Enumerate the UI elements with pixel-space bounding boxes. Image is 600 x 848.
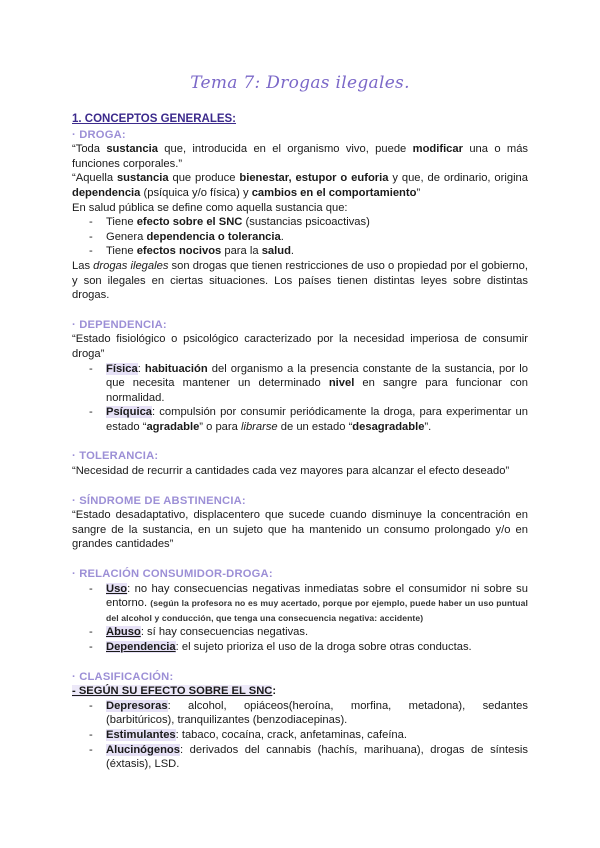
list-item: - Alucinógenos: derivados del cannabis (hachís, marihuana), drogas de síntesis (éxtasis), LSD. — [72, 743, 528, 772]
droga-list — [72, 215, 528, 259]
dependencia-list — [72, 362, 528, 435]
droga-definition-1: “Toda sustancia que, introducida en el organismo vivo, puede modificar una o más funciones corporales.” — [72, 143, 529, 170]
relacion-list — [72, 582, 528, 655]
list-item: - Genera dependencia o tolerancia. — [72, 230, 528, 245]
heading-relacion: · RELACIÓN CONSUMIDOR-DROGA: — [72, 568, 273, 581]
list-item: - Estimulantes: tabaco, cocaína, crack, anfetaminas, cafeína. — [72, 728, 528, 743]
list-item: - Depresoras: alcohol, opiáceos(heroína, morfina, metadona), sedantes (barbitúricos), tranquilizantes (benzodiacepinas). — [72, 699, 528, 728]
clasificacion-list — [72, 699, 528, 772]
document-title: Tema 7: Drogas ilegales. — [190, 73, 410, 93]
heading-clasificacion: · CLASIFICACIÓN: — [72, 670, 174, 683]
list-item: - Psíquica: compulsión por consumir periódicamente la droga, para experimentar un estado “agradable” o para librarse de un estado “desagradable”. — [72, 405, 528, 434]
droga-intro: En salud pública se define como aquella sustancia que: — [72, 201, 348, 214]
tolerancia-definition: “Necesidad de recurrir a cantidades cada vez mayores para alcanzar el efecto deseado” — [72, 465, 510, 478]
list-item: - Tiene efecto sobre el SNC (sustancias psicoactivas) — [72, 215, 528, 230]
list-item: - Física: habituación del organismo a la presencia constante de la sustancia, por lo que necesita mantener un determinado nivel en sangre para funcionar con normalidad. — [72, 362, 528, 406]
heading-tolerancia: · TOLERANCIA: — [72, 450, 159, 463]
heading-droga: · DROGA: — [72, 128, 126, 141]
document-content — [72, 112, 528, 772]
heading-abstinencia: · SÍNDROME DE ABSTINENCIA: — [72, 494, 246, 507]
heading-dependencia: · DEPENDENCIA: — [72, 318, 167, 331]
clasificacion-subheading: - SEGÚN SU EFECTO SOBRE EL SNC: — [72, 685, 277, 698]
drogas-ilegales-paragraph: Las drogas ilegales son drogas que tienen restricciones de uso o propiedad por el gobierno, y son ilegales en ciertas situaciones. Los países tienen distintas leyes sobre distintas drogas. — [72, 259, 528, 302]
list-item: - Uso: no hay consecuencias negativas inmediatas sobre el consumidor ni sobre su entorno. (según la profesora no es muy acertado, porque por ejemplo, puede haber un uso puntual del alcohol y conducción, que tenga una consecuencia negativa: accidente) — [72, 582, 528, 626]
droga-definition-2: “Aquella sustancia que produce bienestar, estupor o euforia y que, de ordinario, origina dependencia (psíquica y/o física) y cambios en el comportamiento” — [72, 172, 529, 199]
list-item: - Tiene efectos nocivos para la salud. — [72, 244, 528, 259]
section-heading-conceptos: 1. CONCEPTOS GENERALES: — [72, 113, 237, 125]
abstinencia-definition: “Estado desadaptativo, displacentero que sucede cuando disminuye la concentración en sangre de la sustancia, en un sujeto que ha mantenido un consumo prolongado y/o en grandes cantidades” — [72, 509, 528, 551]
list-item: - Abuso: sí hay consecuencias negativas. — [72, 625, 528, 640]
list-item: - Dependencia: el sujeto prioriza el uso de la droga sobre otras conductas. — [72, 640, 528, 655]
dependencia-definition: “Estado fisiológico o psicológico caracterizado por la necesidad imperiosa de consumir droga” — [72, 333, 528, 360]
